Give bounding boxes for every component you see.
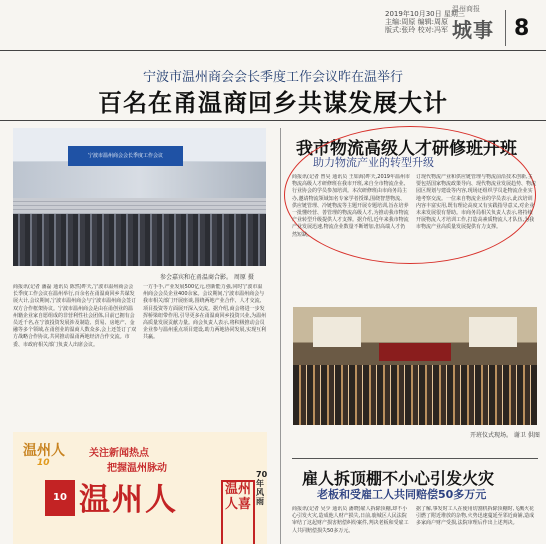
section-title: 城事: [452, 18, 494, 42]
photo-banner-text: 宁波市温州商会会长季度工作会议: [87, 153, 163, 159]
steps-shape: [13, 198, 266, 214]
section-top-label: 温州商报: [452, 5, 480, 13]
audience-crowd: [293, 365, 537, 425]
ad-anniversary: 10: [37, 458, 50, 468]
photo-banner: [68, 146, 183, 166]
article1-kicker: 宁波市温州商会会长季度工作会议昨在温举行: [142, 70, 403, 85]
article1-photo: [13, 128, 266, 266]
group-people: [13, 214, 266, 266]
ad-side-text: 温州人喜: [221, 480, 255, 544]
header-divider: [505, 10, 506, 46]
article2-photo: [293, 307, 537, 425]
article2-title: 我市物流高级人才研修班开班: [296, 139, 517, 159]
ad-tagline-2: 把握温州脉动: [107, 463, 167, 474]
article3-title: 雇人拆顶棚不小心引发火灾: [302, 469, 495, 488]
article2-col2: 订现代物流产业和供应链管理与物流前沿技术创新,主要包括国家物流政策导向、现代物流业发展趋势、物流园区规划与建设等内容,现场还组织学员赴物流企业实地考察交流。一位来自物流企业的学员表示,此次培训内容丰富实用,既有理论高度又有实践指导意义,对企业未来发展很有帮助。市商务局相关负责人表示,将持续开展物流人才培训工作,打造高素质物流人才队伍,为我市物流产业高质量发展提供有力支撑。: [416, 174, 536, 231]
projector-screen-left: [313, 317, 361, 347]
editor-line: 主编:周原 编辑:周原: [385, 18, 448, 26]
check-line: 版式:张玲 校对:冯军: [385, 26, 448, 34]
article1-col1: 商报讯(记者 潘磊 通讯员 陈然)昨天,宁波市温州商会会长季度工作会议在温州举行,百余名在甬温商回乡共谋发展大计,会议期间,宁波市温州商会与宁波市温州商会签订双方合作框架协议。宁波市温州商会是由在甬创业的温州籍企业家自愿组成的非营利性社会团体,目前已拥有会员近千名,在宁波投资发展涉及制造、贸易、房地产、金融等多个领域,在甬创业的温商人数众多,会上还签订了双方战略合作协议,共同推动温甬两地经济合作交流。市委、市政府相关部门负责人出席会议。: [13, 284, 137, 348]
ad-vertical-text: 70年风雨: [256, 470, 267, 506]
headline-rule: [0, 120, 546, 121]
article2-col1: 商报讯(记者 曾昊 通讯员 王如海)昨天,2019年温州市物流高级人才研修班在我市开班,来自全市物流企业、行业协会的学员参加培训。本次研修班由市商务局主办,邀请物流领域知名专家学者授课,围绕智慧物流、供应链管理、冷链物流等主题开展专题培训,旨在培养一批懂经营、善管理的物流高级人才,为推动我市物流产业转型升级提供人才支撑。据介绍,近年来我市物流产业发展迅速,物流企业数量不断增加,但高端人才仍然短缺。: [292, 174, 410, 238]
article1-photo-caption: 参会嘉宾和在甬温商合影。 周原 摄: [160, 274, 254, 281]
article1-col2: 一方手手,产业发展500亿元,创新能力强,同时宁波市温州商会会员企业400余家。会议期间,宁波市温州商会与我市相关部门开展座谈,围绕两地产业合作、人才交流、项目投资等方面展开深入交流。据介绍,商会将进一步发挥桥梁纽带作用,引导更多在甬温商回乡投资兴业,为温州高质量发展贡献力量。商会负责人表示,将积极推动会员企业参与温州重点项目建设,助力两地协同发展,实现互利共赢。: [143, 284, 267, 341]
magazine-ad: [13, 432, 267, 544]
article2-photo-caption: 开班仪式现场。 谢卫 供图: [470, 432, 540, 439]
page-number: 8: [514, 16, 530, 41]
ad-tagline-1: 关注新闻热点: [89, 448, 149, 459]
ad-box-label: 10: [45, 480, 75, 516]
article3-col2: 据了解,事发时工人在使用切割机拆除顶棚时,飞溅火花引燃了附近堆放的杂物,火势迅速蔓延至邻近商铺,造成多家商户财产受损,法院审理后作出上述判决。: [416, 506, 535, 527]
ad-logo: 温州人: [23, 443, 65, 459]
projector-screen-right: [469, 317, 517, 347]
column-divider: [280, 128, 281, 544]
article2-subtitle: 助力物流产业的转型升级: [313, 156, 434, 169]
article3-rule: [292, 458, 538, 459]
header-rule: [0, 50, 546, 51]
ad-brand: 温州人: [79, 482, 178, 518]
article3-col1: 商报讯(记者 吴少 通讯员 潘晓)雇人拆除顶棚,却不小心引发火灾,造成他人财产损失,日前,鹿城区人民法院审结了这起财产损害赔偿纠纷案件,判决老板和受雇工人共同赔偿损失50多万元。: [292, 506, 409, 534]
article1-headline: 百名在甬温商回乡共谋发展大计: [98, 89, 448, 117]
stage-table: [379, 343, 451, 361]
date-line: 2019年10月30日 星期三: [385, 10, 465, 18]
article3-subtitle: 老板和受雇工人共同赔偿50多万元: [317, 488, 487, 501]
